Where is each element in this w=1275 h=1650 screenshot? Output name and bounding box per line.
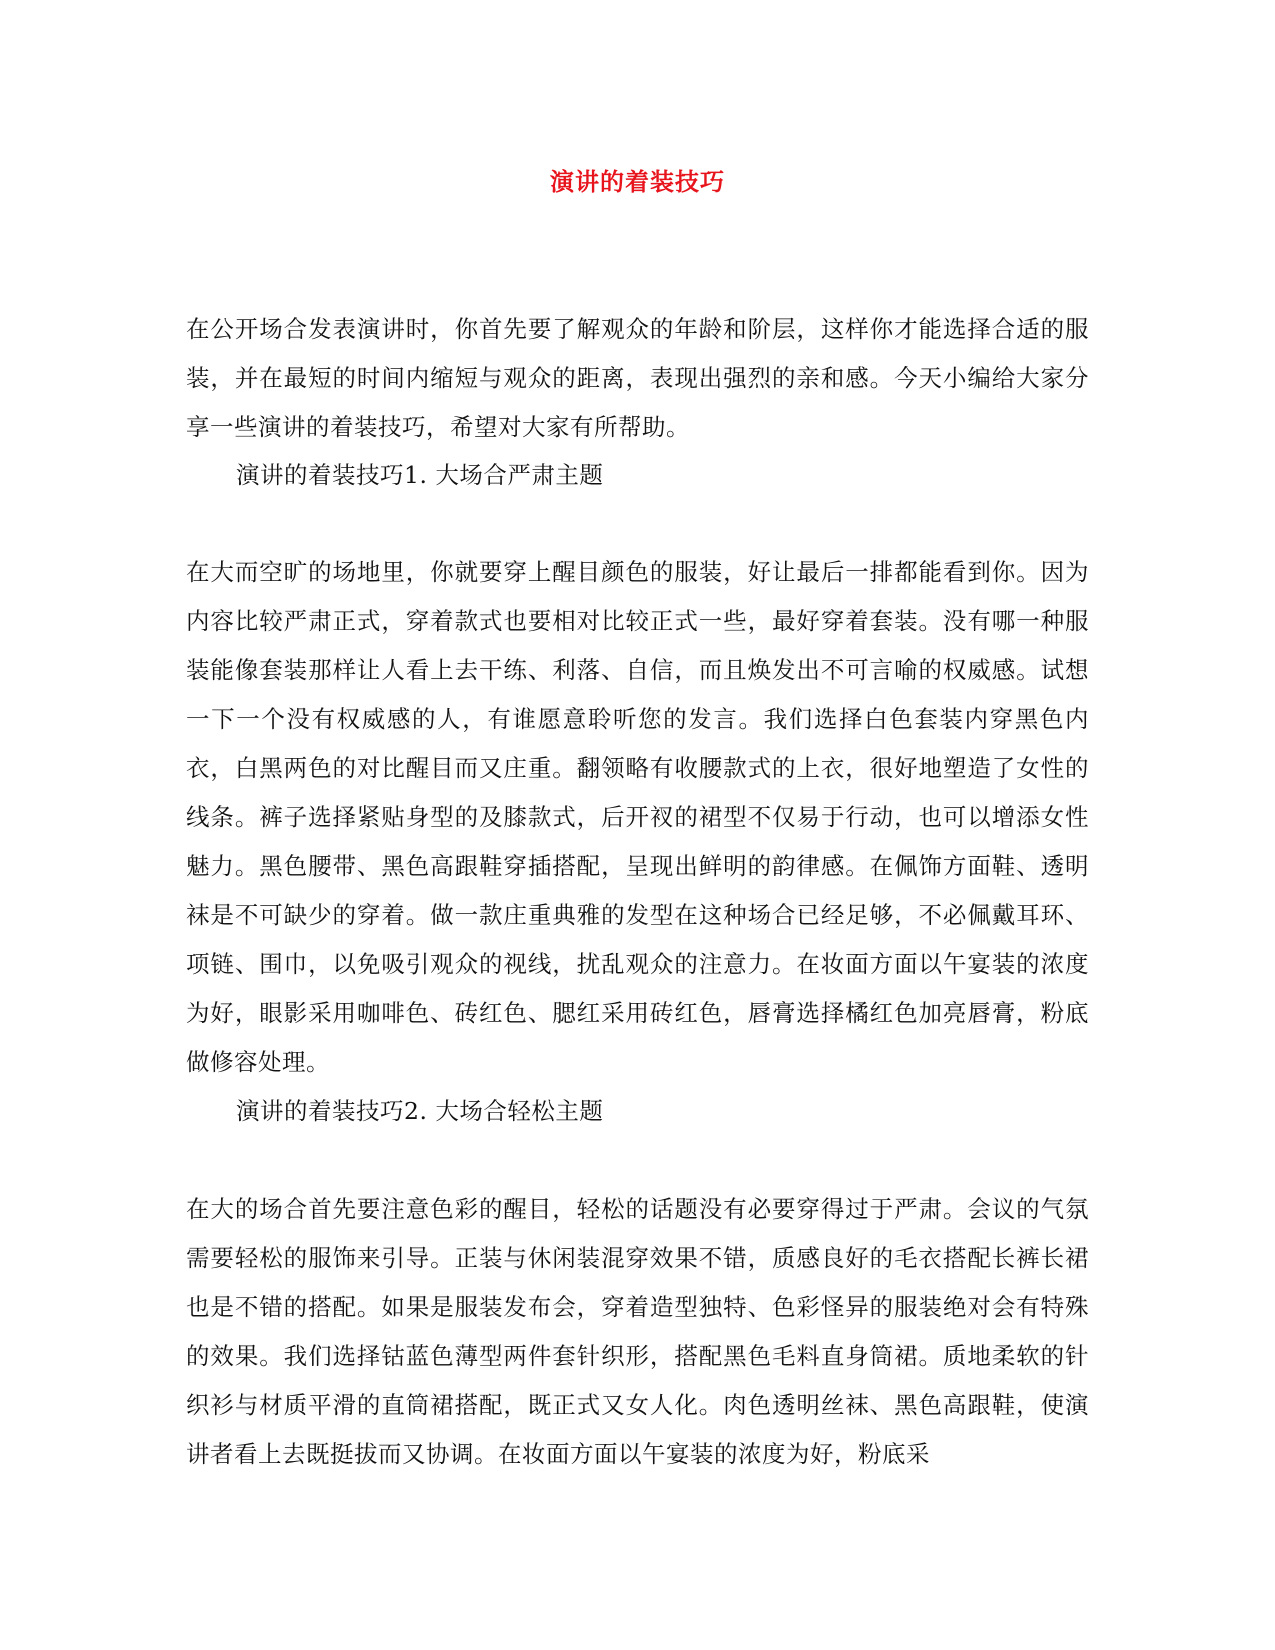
section-2-paragraph: 在大的场合首先要注意色彩的醒目，轻松的话题没有必要穿得过于严肃。会议的气氛需要轻松的服饰来引导。正装与休闲装混穿效果不错，质感良好的毛衣搭配长裤长裙也是不错的搭配。如果是服装发布会，穿着造型独特、色彩怪异的服装绝对会有特殊的效果。我们选择钴蓝色薄型两件套针织形，搭配黑色毛料直身筒裙。质地柔软的针织衫与材质平滑的直筒裙搭配，既正式又女人化。肉色透明丝袜、黑色高跟鞋，使演讲者看上去既挺拔而又协调。在妆面方面以午宴装的浓度为好，粉底采: [186, 1195, 1089, 1468]
intro-paragraph: 在公开场合发表演讲时，你首先要了解观众的年龄和阶层，这样你才能选择合适的服装，并在最短的时间内缩短与观众的距离，表现出强烈的亲和感。今天小编给大家分享一些演讲的着装技巧，希望对大家有所帮助。: [186, 315, 1089, 441]
section-1-heading: 演讲的着装技巧1. 大场合严肃主题: [236, 461, 604, 489]
document-title: 演讲的着装技巧: [550, 167, 725, 196]
section-2-heading: 演讲的着装技巧2. 大场合轻松主题: [236, 1097, 604, 1125]
section-1-paragraph: 在大而空旷的场地里，你就要穿上醒目颜色的服装，好让最后一排都能看到你。因为内容比较严肃正式，穿着款式也要相对比较正式一些，最好穿着套装。没有哪一种服装能像套装那样让人看上去干练、利落、自信，而且焕发出不可言喻的权威感。试想一下一个没有权威感的人，有谁愿意聆听您的发言。我们选择白色套装内穿黑色内衣，白黑两色的对比醒目而又庄重。翻领略有收腰款式的上衣，很好地塑造了女性的线条。裤子选择紧贴身型的及膝款式，后开衩的裙型不仅易于行动，也可以增添女性魅力。黑色腰带、黑色高跟鞋穿插搭配，呈现出鲜明的韵律感。在佩饰方面鞋、透明袜是不可缺少的穿着。做一款庄重典雅的发型在这种场合已经足够，不必佩戴耳环、项链、围巾，以免吸引观众的视线，扰乱观众的注意力。在妆面方面以午宴装的浓度为好，眼影采用咖啡色、砖红色、腮红采用砖红色，唇膏选择橘红色加亮唇膏，粉底做修容处理。: [186, 558, 1089, 1076]
